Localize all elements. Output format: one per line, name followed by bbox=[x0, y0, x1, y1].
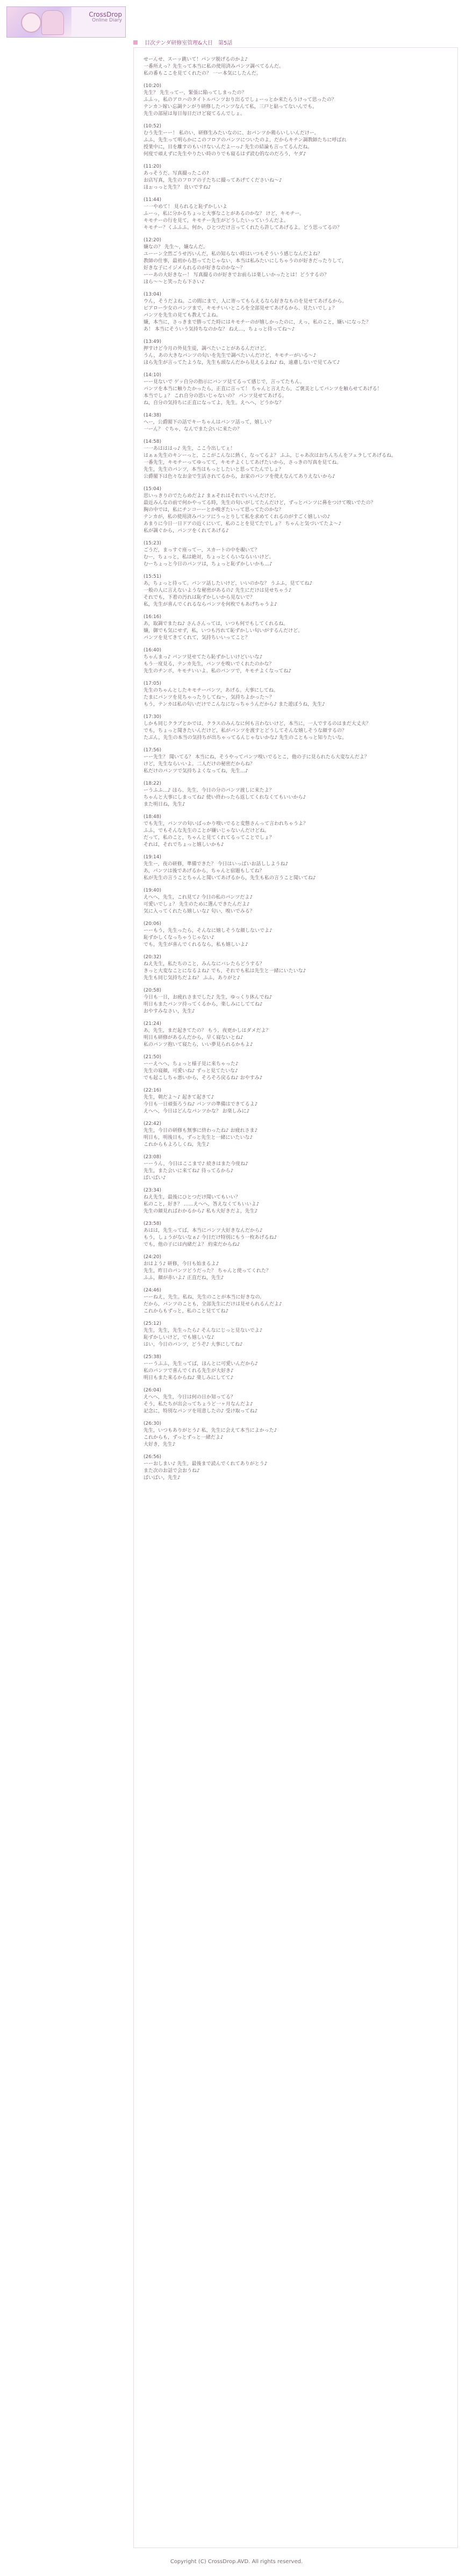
entry-time: (13:04) bbox=[144, 292, 161, 297]
entry-line: 一ーん？ ぐちゃ，なんでまた会いに来たの？ bbox=[144, 427, 242, 432]
entry-line: 胸の中では，私にチンコーーとか嗅ぎたいって思ってたのかな？ bbox=[144, 507, 284, 513]
entry-line: もう一度見る，テンカ先生，パンツを嗅いでくれたのかな？ bbox=[144, 662, 274, 667]
entry-time: (26:04) bbox=[144, 1388, 161, 1393]
entry-line: ーうふふ…♪ ほら、先生、今日の分のパンツ渡しに来たよ？ bbox=[144, 788, 274, 793]
entry-time: (17:30) bbox=[144, 714, 161, 720]
log-entry bbox=[144, 339, 448, 367]
entry-line: もう，しょうがないなぁ♪ 今日だけ特別にもう一枚あげるね♪ bbox=[144, 1235, 277, 1240]
intro-block bbox=[144, 56, 448, 77]
entry-line: はぁぁ先生のキンーっと，ここがこんなに熱く，なってるよ？ ふふ，じゃあ次はおちんちんをフェラしてあげるね。 bbox=[144, 453, 396, 458]
entry-line: 気に入ってくれたら嬉しいな♪ 匂い，嗅いでみる？ bbox=[144, 909, 255, 914]
log-entry bbox=[144, 197, 448, 232]
entry-line: 好きな子にイジメられるのが好きなのかな～？ bbox=[144, 266, 245, 271]
log-entries bbox=[144, 83, 448, 1482]
entry-time: (14:38) bbox=[144, 413, 161, 418]
intro-line: 私の番もここを見てくれたの？ 一ー本気にしたんだ。 bbox=[144, 71, 261, 76]
log-entry bbox=[144, 486, 448, 535]
entry-time: (10:52) bbox=[144, 124, 161, 129]
log-entry bbox=[144, 747, 448, 775]
entry-time: (17:56) bbox=[144, 748, 161, 753]
log-entry bbox=[144, 1254, 448, 1282]
page-title: 目次テンダ研修室管理&大日 第5話 bbox=[145, 40, 233, 46]
entry-line: ふふっ，私のアロハのタイトルパンツおり出るでしょーっとか来たらうけって思ったの？ bbox=[144, 97, 336, 103]
site-banner[interactable] bbox=[6, 6, 126, 38]
log-entry bbox=[144, 1154, 448, 1182]
log-entry bbox=[144, 412, 448, 433]
entry-line: 明日も，明後日も，ずっと先生と一緒にいたいな♪ bbox=[144, 1135, 253, 1140]
entry-line: 先生の部屋は毎日毎日だけど寝てるんでしょ。 bbox=[144, 111, 246, 117]
entry-line: 先生も同じ気持ちだよね？ ふふ，ありがと♪ bbox=[144, 975, 240, 981]
entry-line: それは，それでちょっと嬉しいかも♪ bbox=[144, 842, 224, 848]
entry-line: ふふ，顔が赤いよ♪ 正直だね，先生♪ bbox=[144, 1275, 224, 1281]
entry-line: 明日もまたパンツ持ってくるから，楽しみにしててね♪ bbox=[144, 1002, 263, 1007]
entry-line: 恥ずかしいけど，でも嬉しいな♪ bbox=[144, 1335, 214, 1340]
entry-time: (23:08) bbox=[144, 1154, 161, 1160]
entry-time: (20:06) bbox=[144, 921, 161, 927]
entry-line: 先生のチンポ，キモチいいよ。私のパンツで，キモチよくなってね♪ bbox=[144, 669, 292, 674]
entry-line: パンツを見てきてくれて，気持ちいいってこと？ bbox=[144, 635, 250, 641]
entry-time: (25:38) bbox=[144, 1354, 161, 1360]
log-entry bbox=[144, 1321, 448, 1348]
entry-line: ーー見ないで ゲッ自分の指示にパンツ見てるって感じで，言ってたもん。 bbox=[144, 379, 305, 385]
entry-line: お店写真，先生のフロアの子たちに撮ってあげてくださいね～♪ bbox=[144, 178, 282, 183]
log-entry bbox=[144, 123, 448, 158]
entry-line: ちゃんと大事にしまってね♪ 使い終わったら返してくれなくてもいいから♪ bbox=[144, 795, 306, 800]
log-entry bbox=[144, 1287, 448, 1315]
entry-line: うん，あの大きなパンツの匂いを先生で調べたいんだけど，キモチーがいる～♪ bbox=[144, 353, 317, 358]
log-entry bbox=[144, 680, 448, 708]
entry-line: 記念に，特別なパンツを用意したの♪ 受け取ってね♪ bbox=[144, 1409, 258, 1414]
entry-line: ーーもう，先生ったら，そんなに嬉しそうな顔しないでよ♪ bbox=[144, 928, 273, 934]
entry-line: へー，公爵閣下の話でキーちゃんはパンツ話って，嬉しい？ bbox=[144, 420, 274, 425]
entry-time: (13:49) bbox=[144, 339, 161, 345]
log-entry bbox=[144, 1221, 448, 1248]
log-entry bbox=[144, 1387, 448, 1415]
entry-line: ウん，そうだよね。この間にまで，人に寄ってもらえるなら好きなものを見せてあげるから。 bbox=[144, 299, 347, 304]
entry-line: そう，私たちが出会ってちょうど一ヶ月なんだよ♪ bbox=[144, 1402, 253, 1407]
entry-time: (16:40) bbox=[144, 648, 161, 653]
entry-time: (14:58) bbox=[144, 439, 161, 444]
entry-line: 先生，また会いに来てね♪ 待ってるから♪ bbox=[144, 1168, 234, 1174]
log-entry bbox=[144, 887, 448, 915]
entry-line: ちゃんまっ♪ パンツ見せてたら恥ずかしいけどいいな♪ bbox=[144, 655, 263, 660]
entry-line: おやすみなさい，先生♪ bbox=[144, 1009, 195, 1014]
entry-line: きっと大変なことになるよね♪ でも，それでも私は先生と一緒にいたいな♪ bbox=[144, 968, 306, 974]
footer bbox=[0, 2555, 473, 2576]
entry-line: 嫌，本当に，さっきまで勝ってた時にはキモチーのが嬉しかったのに，えっ，私のこと，嫌いになった？ bbox=[144, 320, 371, 325]
entry-line: たまにパンツを見ちゃったりしてね～，気持ちよかった～？ bbox=[144, 695, 275, 700]
entry-time: (23:58) bbox=[144, 1221, 161, 1226]
entry-line: 嫌なの？ 先生～，嫌なんだ。 bbox=[144, 245, 208, 250]
entry-line: だから，パンツのことも，全部先生にだけは見せられるんだよ♪ bbox=[144, 1302, 282, 1307]
entry-line: えへへ，先生，今日は何の日か知ってる？ bbox=[144, 1395, 235, 1400]
log-entry bbox=[144, 814, 448, 849]
entry-time: (21:50) bbox=[144, 1054, 161, 1060]
entry-line: あ，パンツは後であげるから，ちゃんと宿題もしてね？ bbox=[144, 869, 264, 874]
entry-line: 押すけど今月の外見生徒，調べたいことがあるんだけど。 bbox=[144, 346, 270, 351]
log-entry bbox=[144, 237, 448, 286]
entry-line: あ，取調でまたね♪ さんさんっては，いつも何でもしてくれるね。 bbox=[144, 621, 289, 627]
entry-line: あ，ちょっと待って。パンツ話したいけど，いいのかな？ うふふ，見ててね♪ bbox=[144, 581, 313, 586]
entry-line: 先生ー，夜の研修，準備できた？ 今日はいっぱいお話ししようね♪ bbox=[144, 862, 289, 867]
entry-line: むう先生ーー！ 私のい，研修生みたいなのに、おパンツか鶏らいしいんだけー。 bbox=[144, 131, 319, 136]
entry-line: 私が先生の言うことちゃんと聞いてあげるから，先生も私の言うこと聞いてね♪ bbox=[144, 876, 316, 881]
entry-line: でも先生，パンツの匂いばっかり嗅いでると変態さんって言われちゃうよ？ bbox=[144, 821, 309, 827]
entry-line: 教師の仕事，最初から怒ってたじゃない，本当は私みたいにしちゃうのが好きだったりして， bbox=[144, 259, 347, 264]
entry-line: 本当でしょ？ これ自分の思いじゃないの？ パンツ見せてあげる。 bbox=[144, 393, 287, 399]
entry-time: (26:56) bbox=[144, 1454, 161, 1460]
entry-line: ほぉっっと先生？ 良いですね♪ bbox=[144, 185, 211, 190]
entry-line: でも起こしちゃ悪いから，そろそろ戻るね♪ おやすみ♪ bbox=[144, 1075, 263, 1081]
entry-line: ーー先生？ 聞いてる？ 本当にね，そうやってパンツ嗅いでるとこ，他の子に見られたら大変なんだよ？ bbox=[144, 755, 369, 760]
log-entry bbox=[144, 573, 448, 608]
entry-line: 先生のちゃんとしたキモチーパンツ，あげる。大事にしてね。 bbox=[144, 688, 278, 693]
entry-time: (15:04) bbox=[144, 486, 161, 492]
log-entry bbox=[144, 614, 448, 642]
entry-line: むーちょっと今日のパンツは，ちょっと恥ずかしいかも…♪ bbox=[144, 562, 273, 567]
log-entry bbox=[144, 987, 448, 1015]
entry-line: 一番先生，キモチーってゆってて，キモチよくしてあげたいから，さっきの写真を見てね。 bbox=[144, 460, 342, 465]
entry-line: ほら先生が言ってたような，先生も頭なんだから見えるよね♪ ね，遠慮しないで見てみて♪ bbox=[144, 360, 340, 365]
entry-time: (22:42) bbox=[144, 1121, 161, 1126]
entry-line: あ！ 本当にそういう気持ちなのかな？ ねえ…，ちょっと待ってね～♪ bbox=[144, 327, 295, 332]
log-entry bbox=[144, 714, 448, 742]
log-panel bbox=[133, 47, 458, 2548]
entry-line: 思いっきりのでたらめだよ♪ まぁそれはそれでいいんだけど。 bbox=[144, 493, 279, 499]
log-entry bbox=[144, 854, 448, 882]
title-bullet-icon bbox=[133, 40, 138, 45]
page-title-row bbox=[133, 37, 456, 46]
entry-line: 私のこと，好き？ ……えへへ，答えなくてもいいよ♪ bbox=[144, 1202, 260, 1207]
entry-time: (15:23) bbox=[144, 541, 161, 546]
entry-line: あ，先生，まだ起きてたの？ もう，夜更かしはダメだよ？ bbox=[144, 1028, 271, 1034]
entry-line: けど，先生ならいいよ。二人だけの秘密だからね？ bbox=[144, 762, 255, 767]
entry-line: 先生，昨日のパンツどうだった？ ちゃんと使ってくれた？ bbox=[144, 1268, 271, 1274]
entry-time: (10:20) bbox=[144, 83, 161, 89]
entry-line: ーーねえ，先生。私ね，先生のことが本当に好きなの。 bbox=[144, 1295, 265, 1300]
entry-line: もう，テンカは私の匂いだけでこんなになっちゃうんだから♪ また遊ぼうね，先生♪ bbox=[144, 702, 325, 707]
log-entry bbox=[144, 647, 448, 675]
log-entry bbox=[144, 540, 448, 568]
entry-time: (22:16) bbox=[144, 1088, 161, 1093]
entry-line: これからもずっと，私のこと見ててね♪ bbox=[144, 1309, 229, 1314]
entry-line: ばいばい，先生♪ bbox=[144, 1475, 181, 1481]
entry-time: (21:24) bbox=[144, 1021, 161, 1027]
entry-time: (24:20) bbox=[144, 1254, 161, 1260]
entry-line: 私，先生が喜んでくれるならパンツを何枚でもあげちゃうよ♪ bbox=[144, 602, 277, 607]
entry-line: キモチー？くふふふ。何か，ひとつだけ言ってくれたら許してあげるよ。どう思ってるの？ bbox=[144, 225, 342, 231]
entry-time: (15:51) bbox=[144, 574, 161, 579]
entry-line: たぶん，先生の本当の気持ちが出ちゃってるんじゃないかな♪ 先生のこともっと知りたいな。 bbox=[144, 735, 347, 741]
log-entry bbox=[144, 439, 448, 480]
entry-line: えへへ，今日はどんなパンツかな？ お楽しみに♪ bbox=[144, 1109, 250, 1114]
entry-line: ーーうふふ，先生ってば，ほんとに可愛いんだから♪ bbox=[144, 1361, 258, 1367]
entry-time: (19:14) bbox=[144, 855, 161, 860]
entry-time: (18:48) bbox=[144, 814, 161, 820]
entry-line: 先生，先生，先生ったら♪ そんなにじっと見ないでよ♪ bbox=[144, 1328, 263, 1333]
site-logo: CrossDrop Online Diary bbox=[89, 11, 122, 24]
entry-line: パンツを本当に触りたかったら，正直に言って！ ちゃんと言えたら，ご褒美としてパンツを触らせてあげる！ bbox=[144, 386, 382, 392]
entry-line: また次のお話で会おうね♪ bbox=[144, 1468, 200, 1474]
entry-time: (19:40) bbox=[144, 888, 161, 893]
entry-line: あっそうだ、写真撮ったこの? bbox=[144, 171, 209, 176]
entry-line: しかも同じクラブとかでは、クラスのみんなに何も言わないけど，本当に，一人でするのはまだ大丈夫？ bbox=[144, 721, 371, 727]
entry-line: でも，他の子には内緒だよ？ 約束だからね♪ bbox=[144, 1242, 240, 1247]
entry-line: だって，私のこと，ちゃんと見てくれてるってことでしょ？ bbox=[144, 835, 274, 841]
entry-line: ほら～～と笑ったら下さい♪ bbox=[144, 279, 205, 285]
entry-line: キモチーの行を見て，キモチー先生がどうしたいっていうんだよ。 bbox=[144, 218, 289, 224]
log-entry bbox=[144, 954, 448, 982]
entry-line: これからもよろしくね，先生♪ bbox=[144, 1142, 210, 1147]
entry-time: (20:58) bbox=[144, 988, 161, 993]
log-entry bbox=[144, 1454, 448, 1482]
entry-line: おはよう♪ 研修，今日も始まるよ♪ bbox=[144, 1261, 219, 1267]
entry-line: 先生，今日の研修も無事に終わったね♪ お疲れさま♪ bbox=[144, 1128, 258, 1133]
entry-time: (17:05) bbox=[144, 681, 161, 686]
entry-line: でも，ちょっと聞きたいんだけど，私がパンツを渡すとどうしてそんな嬉しそうな顔するの？ bbox=[144, 728, 347, 734]
entry-line: 先生の顔見ればわかるから♪ 私も大好きだよ，先生♪ bbox=[144, 1209, 258, 1214]
entry-line: あはは，先生ってば，本当にパンツ大好きなんだから♪ bbox=[144, 1228, 263, 1233]
log-entry bbox=[144, 921, 448, 949]
entry-time: (11:20) bbox=[144, 164, 161, 169]
log-entry bbox=[144, 1121, 448, 1149]
entry-time: (12:20) bbox=[144, 238, 161, 243]
log-entry bbox=[144, 372, 448, 407]
entry-line: テンカが，私の使用済みパンツにうっとりして私を求めてくれるのがすごく嬉しいの♪ bbox=[144, 514, 331, 520]
entry-line: 先生，いつもありがとう♪ 私，先生に会えて本当によかった♪ bbox=[144, 1428, 277, 1433]
intro-line: 一番所えっ？先生って本当に私の使用済みパンツ調べてるんだ。 bbox=[144, 64, 284, 69]
copyright: Copyright (C) CrossDrop.AVD. All rights reserved. bbox=[170, 2559, 303, 2565]
entry-line: えへへ，先生，これ見て♪ 今日の私のパンツだよ♪ bbox=[144, 895, 253, 900]
log-entry bbox=[144, 1420, 448, 1448]
entry-time: (16:16) bbox=[144, 614, 161, 620]
entry-line: 一一あはははっ♪ 先生，ここ今出してぇ！ bbox=[144, 446, 235, 451]
entry-line: 私が調ぐから，パンツをくれてあげる♪ bbox=[144, 528, 229, 534]
entry-line: ーーえへへ，ちょっと様子見に来ちゃった♪ bbox=[144, 1061, 239, 1067]
entry-line: 大好き，先生♪ bbox=[144, 1442, 176, 1447]
log-entry bbox=[144, 1354, 448, 1382]
entry-line: 授業中に，目を離すのもいけないんだよーっ♪ 先生の結論も言ってるんだね。 bbox=[144, 145, 313, 150]
log-entry bbox=[144, 83, 448, 118]
entry-line: 恥ずかしくなっちゃうじゃない♪ bbox=[144, 935, 214, 941]
entry-line: 私だけのパンツで気持ちよくなってね，先生…♪ bbox=[144, 769, 248, 774]
entry-line: 私のパンツで喜んでくれる先生が大好き♪ bbox=[144, 1368, 234, 1374]
entry-line: ふふ，先生って明らかにこのフロアのパンツについたのよ，だからキチン調教師たちに呼ばれ bbox=[144, 138, 347, 143]
entry-time: (14:10) bbox=[144, 372, 161, 378]
entry-line: 公爵閣下は色々なお金で生活されてるから，お家のパンツを使えなんてありえないから♪ bbox=[144, 474, 335, 479]
entry-line: ピアロー少女のパンツまで，キモチいいところを全部見せてあげるから、見たいでしょ？ bbox=[144, 306, 337, 311]
entry-line: 何度で頑えずに先生やりたい時のりでも寝るはず読む的なのだろう，ヤダ♪ bbox=[144, 152, 306, 157]
entry-time: (11:44) bbox=[144, 197, 161, 203]
intro-line: せーんせ、スーッ跳いて！パンツ脱げるのかよ♪ bbox=[144, 57, 248, 62]
entry-line: ふふ，でもそんな先生のことが嫌いじゃないんだけどね。 bbox=[144, 828, 270, 834]
entry-line: ーーあの大好きなー！ 写真撮るのが好きでお前らは楽しいかったとは！どうするの？ bbox=[144, 272, 329, 278]
entry-line: 今日も一日頑張ろうね♪ パンツの準備はできてるよ♪ bbox=[144, 1102, 258, 1107]
entry-line: パンツを先生の見ても教えてよね。 bbox=[144, 313, 221, 318]
entry-line: 先生，朝だよ～♪ 起きて起きて♪ bbox=[144, 1095, 214, 1100]
entry-line: 嫌，御でも気にせず，私，いつも汚れて恥ずかしい匂いがするんだけど。 bbox=[144, 628, 303, 634]
entry-time: (24:46) bbox=[144, 1288, 161, 1293]
log-entry bbox=[144, 1021, 448, 1049]
entry-line: 最近みんなの前で何かやってる時，先生の匂いがしてたんだけど，ずっとパンツに鼻をつけて嗅いでたの？ bbox=[144, 500, 376, 506]
log-entry bbox=[144, 780, 448, 808]
entry-line: ごうだ，まっすぐ座ってー，スカートの中を覗いて？ bbox=[144, 548, 260, 553]
entry-line: 先生の寝顔，可愛いね♪ ずっと見てたいな♪ bbox=[144, 1068, 238, 1074]
log-entry bbox=[144, 1187, 448, 1215]
entry-line: ねえ先生，最後にひとつだけ聞いてもいい？ bbox=[144, 1195, 240, 1200]
entry-line: 一般の人に言えないような秘密があるの♪ 先生にだけは見せちゃう♪ bbox=[144, 588, 292, 593]
entry-line: 一一やめて！ 見られると恥ずかしいよ bbox=[144, 204, 227, 210]
entry-line: ーーおしまい♪ 先生，最後まで読んでくれてありがとう♪ bbox=[144, 1461, 268, 1467]
entry-line: ふーっ，私に分かるちょっと大事なことがあるのかな？ けど，キモチー。 bbox=[144, 211, 305, 217]
log-content bbox=[134, 48, 457, 1494]
entry-line: 私のパンツ抱いて寝たら，いい夢見られるかもよ♪ bbox=[144, 1042, 253, 1047]
entry-line: 明日もまた来るからね♪ 楽しみにしてて♪ bbox=[144, 1375, 234, 1381]
entry-time: (20:32) bbox=[144, 955, 161, 960]
entry-time: (18:22) bbox=[144, 781, 161, 786]
entry-line: 先生？ 先生ってー，緊張に陥ってしまったの？ bbox=[144, 90, 247, 96]
entry-line: 先生，先生のパンツ，本当はもっとしたいと思ってたんでしょ？ bbox=[144, 467, 284, 472]
entry-line: ねえ先生，私たちのこと，みんなにバレたらどうする？ bbox=[144, 961, 265, 967]
entry-line: ーーうん，今日はここまで♪ 続きはまた今度ね♪ bbox=[144, 1161, 248, 1167]
entry-time: (25:12) bbox=[144, 1321, 161, 1326]
entry-line: ばいばい♪ bbox=[144, 1175, 166, 1181]
log-entry bbox=[144, 163, 448, 191]
entry-line: これからも，ずっとずっと一緒だよ♪ bbox=[144, 1435, 224, 1440]
entry-line: ユーーン全然ごうせ汚いんだ，私の知らない時はいつもそういう感じなんだよね？ bbox=[144, 252, 322, 257]
entry-line: あまりに今日一日ドアの近くにいて，私のことを見てたでしょ？ ちゃんと気づいてたよ～♪ bbox=[144, 521, 342, 527]
entry-line: 明日も研修があるんだから，早く寝ないとね♪ bbox=[144, 1035, 243, 1041]
entry-time: (26:30) bbox=[144, 1421, 161, 1426]
entry-line: また明日ね，先生♪ bbox=[144, 802, 185, 807]
entry-line: でも，先生が喜んでくれるなら，私も嬉しいよ♪ bbox=[144, 942, 248, 948]
banner-illustration bbox=[7, 7, 71, 37]
log-entry bbox=[144, 1087, 448, 1115]
entry-line: テンカ＞嫁い忘調テンがり研修したパンツなんて私，三戸と貼ってないんでも。 bbox=[144, 104, 318, 110]
entry-line: ね，自分の気持ちに正直になってよ，先生。えへへ，どうかな？ bbox=[144, 400, 284, 406]
entry-line: はい，今日のパンツ，どうぞ♪ 大事にしてね♪ bbox=[144, 1342, 243, 1347]
entry-line: それでも，下着の汚れは恥ずかしいから見ないで？ bbox=[144, 595, 255, 600]
entry-time: (23:34) bbox=[144, 1188, 161, 1193]
log-entry bbox=[144, 1054, 448, 1082]
entry-line: 今日も一日，お疲れさまでした♪ 先生，ゆっくり休んでね♪ bbox=[144, 995, 273, 1000]
entry-line: むー，ちょっと，私は絶対，ちょっとくらいならいいけど。 bbox=[144, 555, 274, 560]
entry-line: 可愛いでしょ？ 先生のために選んできたんだよ♪ bbox=[144, 902, 250, 907]
log-entry bbox=[144, 291, 448, 333]
